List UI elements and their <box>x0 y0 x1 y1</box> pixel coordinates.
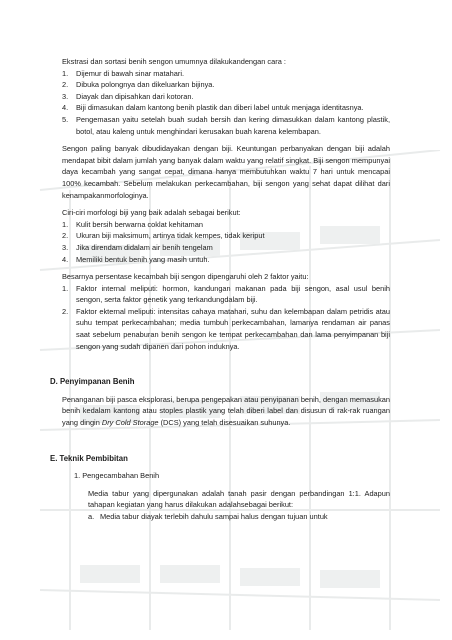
document-body <box>50 56 390 523</box>
extraction-steps-list <box>62 68 390 138</box>
factors-intro: Besarnya persentase kecambah biji sengon dipengaruhi oleh 2 faktor yaitu: <box>62 272 309 282</box>
cultivation-paragraph: Sengon paling banyak dibudidayakan dengan biji. Keuntungan perbanyakan dengan biji adalah mendapat bibit dalam jumlah yang banyak dalam waktu yang relatif singkat. Biji sengon mempunyai daya kecambah yang sangat cepat, dimana hanya membutuhkan waktu 7 hari untuk mencapai 100% kecambah. Sebelum melakukan perkecambahan, biji sengon yang sehat dapat dilihat dari kenampakanmorfologinya. <box>62 144 390 200</box>
list-item: 1. Kulit bersih berwarna coklat kehitaman <box>62 219 203 229</box>
list-item: 3. Diayak dan dipisahkan dari kotoran. <box>62 91 194 101</box>
list-item: 3. Jika direndam didalam air benih tengelam <box>62 242 213 252</box>
list-item: 1. Faktor internal meliputi: hormon, kandungan makanan pada biji sengon, asal usul benih sengon, serta faktor genetik yang terkandungdalam biji. <box>62 283 390 305</box>
section-d-paragraph: Penanganan biji pasca eksplorasi, berupa pengepakan atau penyipanan benih, dengan memasukan benih kedalam kantong atau stoples plastik yang telah diberi label dan disusun di rak-rak ruangan yang dingin Dry Cold Storage (DCS) yang telah disesuaikan suhunya. <box>62 394 390 428</box>
intro-text: Ekstrasi dan sortasi benih sengon umumnya dilakukandengan cara : <box>62 57 286 66</box>
section-e-heading: E. Teknik Pembibitan <box>50 453 128 463</box>
list-item: 5. Pengemasan yaitu setelah buah sudah bersih dan kering dimasukkan dalam kantong plastik, botol, atau kaleng untuk menghindari kerusakan buah karena kelembapan. <box>62 114 390 136</box>
list-item: 4. Biji dimasukan dalam kantong benih plastik dan diberi label untuk menjaga identitasnya. <box>62 103 364 113</box>
subsection-heading: 1. Pengecambahan Benih <box>74 471 160 481</box>
list-item: 2. Ukuran biji maksimum, artinya tidak kempes, tidak keriput <box>62 231 265 241</box>
list-item: 1. Dijemur di bawah sinar matahari. <box>62 68 185 78</box>
morphology-list <box>62 219 390 265</box>
morphology-intro: Ciri-ciri morfologi biji yang baik adalah sebagai berikut: <box>62 208 241 218</box>
section-e-steps-list <box>62 511 390 523</box>
list-item: 4. Memiliki bentuk benih yang masih untuh. <box>62 254 210 264</box>
list-item: 2. Dibuka polongnya dan dikeluarkan bijinya. <box>62 80 215 90</box>
section-e-paragraph: Media tabur yang dipergunakan adalah tanah pasir dengan perbandingan 1:1. Adapun tahapan kegiatan yang harus dilakukan adalahsebagai berikut: <box>88 488 390 510</box>
section-d-heading: D. Penyimpanan Benih <box>50 377 135 387</box>
list-item: 2. Faktor ekternal meliputi: intensitas cahaya matahari, suhu dan kelembapan dalam petridis atau suhu tempat perkecambahan; media tumbuh perkecambahan, lamanya rendaman air panas saat sebelum penaburan benih sengon ke tempat perkecambahan dan lama penyimpanan biji sengon yang sudah dipanen dari pohon induknya. <box>62 306 390 351</box>
list-item: a. Media tabur diayak terlebih dahulu sampai halus dengan tujuan untuk <box>88 512 328 521</box>
factors-list <box>62 283 390 353</box>
